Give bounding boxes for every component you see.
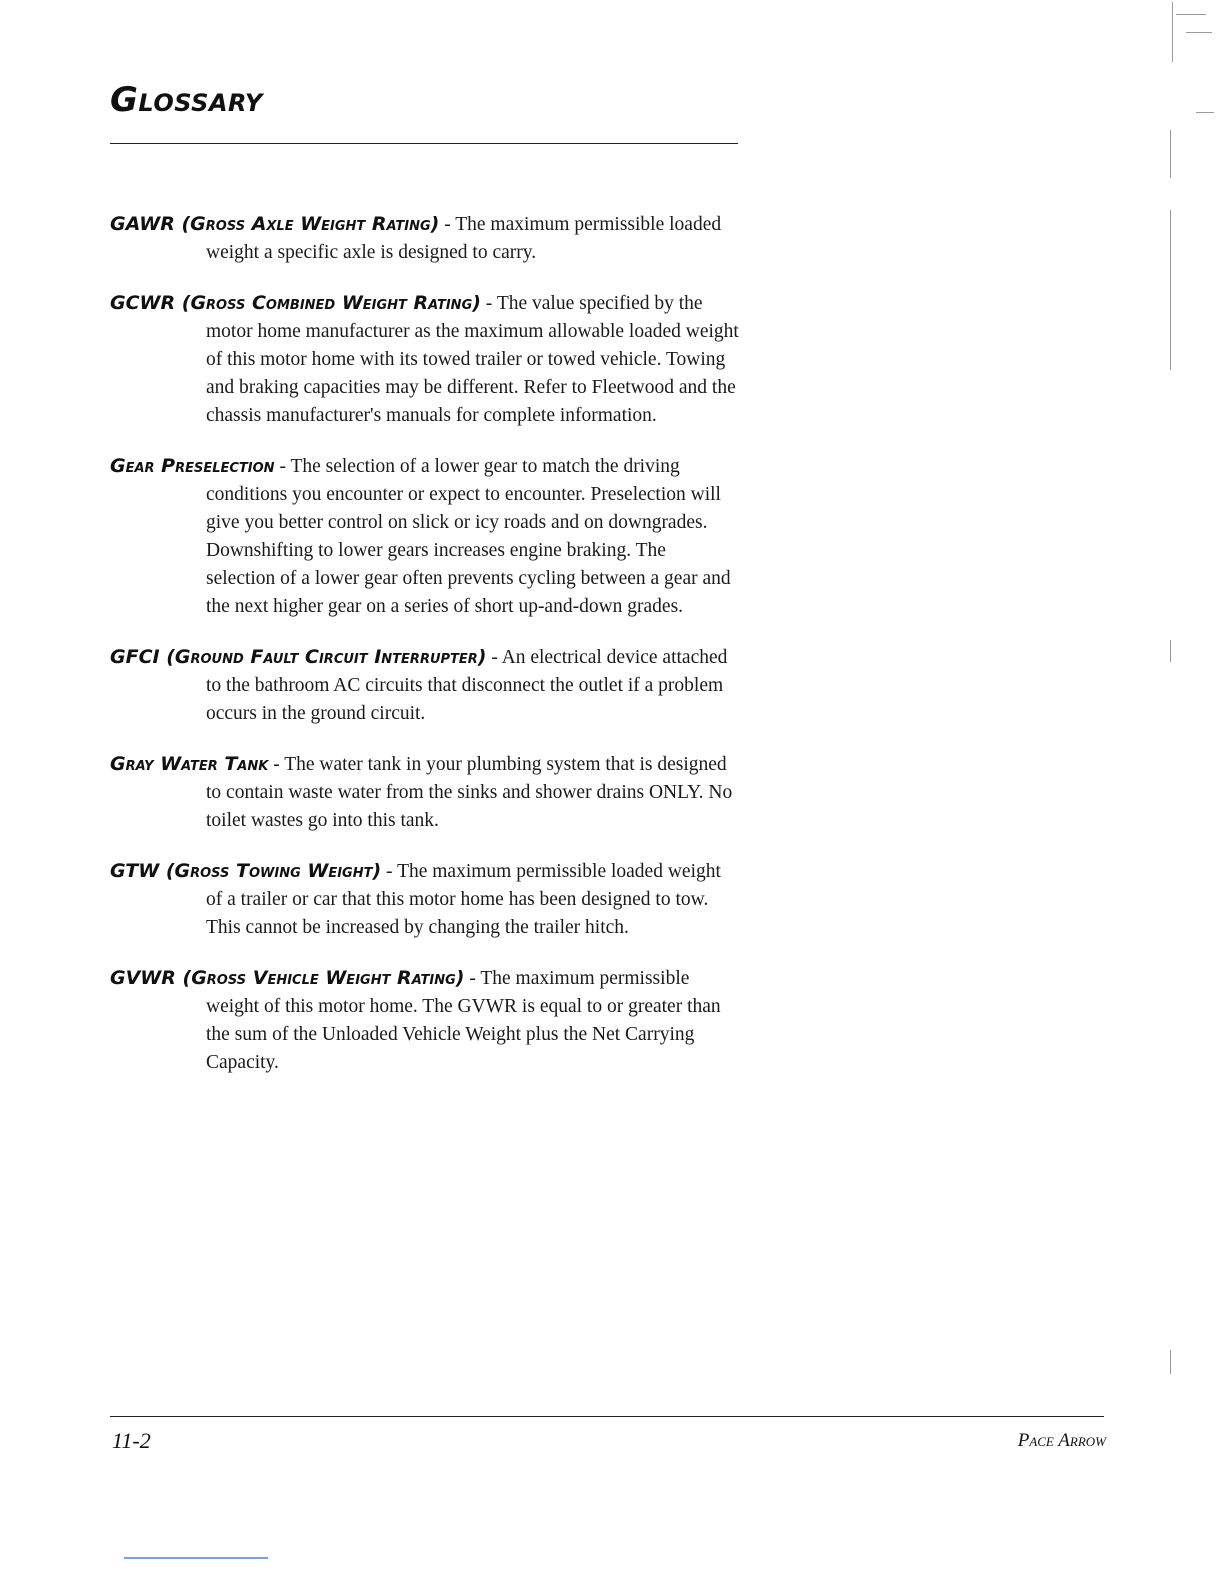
- term-full-name: Gear Preselection: [110, 455, 275, 477]
- glossary-term: [110, 213, 439, 235]
- glossary-term: [110, 753, 268, 775]
- glossary-term: [110, 860, 381, 882]
- page-title: Glossary: [110, 80, 263, 120]
- footer-divider: [110, 1416, 1104, 1417]
- scan-artifact: [1176, 14, 1206, 15]
- term-full-name: (Gross Combined Weight Rating): [181, 292, 481, 314]
- glossary-entry-gfci: [110, 643, 740, 728]
- term-definition: - An electrical device attached to the bathroom AC circuits that disconnect the outlet if a problem occurs in the ground circuit.: [206, 647, 728, 724]
- term-abbreviation: GAWR: [110, 213, 175, 235]
- term-full-name: (Gross Axle Weight Rating): [181, 213, 440, 235]
- term-full-name: Gray Water Tank: [110, 753, 269, 775]
- glossary-entry-gcwr: [110, 289, 740, 430]
- glossary-list: [110, 210, 740, 1099]
- scan-artifact: [1170, 130, 1171, 178]
- term-definition: - The selection of a lower gear to match the driving conditions you encounter or expect to encounter. Preselection will give you better control on slick or icy roads and on downgrades. Downshifting to lower gears increases engine braking. The selection of a lower gear often prevents cycling between a gear and the next higher gear on a series of short up-and-down grades.: [206, 456, 731, 617]
- term-definition: - The value specified by the motor home manufacturer as the maximum allowable loaded weight of this motor home with its towed trailer or towed vehicle. Towing and braking capacities may be different. Refer to Fleetwood and the chassis manufacturer's manuals for complete information.: [206, 293, 739, 426]
- glossary-term: [110, 455, 275, 477]
- glossary-entry-gawr: [110, 210, 740, 267]
- term-full-name: (Gross Towing Weight): [165, 860, 382, 882]
- scan-artifact: [1170, 640, 1171, 662]
- term-definition: - The maximum permissible loaded weight of a trailer or car that this motor home has been designed to tow. This cannot be increased by changing the trailer hitch.: [206, 861, 721, 938]
- glossary-entry-gvwr: [110, 964, 740, 1077]
- glossary-entry-gray-water-tank: [110, 750, 740, 835]
- scan-artifact: [124, 1557, 268, 1559]
- glossary-term: [110, 967, 464, 989]
- term-abbreviation: GVWR: [110, 967, 176, 989]
- scan-artifact: [1196, 112, 1214, 113]
- glossary-entry-gtw: [110, 857, 740, 942]
- title-divider: [110, 143, 738, 144]
- term-full-name: (Gross Vehicle Weight Rating): [182, 967, 465, 989]
- term-abbreviation: GCWR: [110, 292, 176, 314]
- scan-artifact: [1172, 2, 1173, 62]
- glossary-term: [110, 292, 481, 314]
- publication-title: Pace Arrow: [1017, 1430, 1106, 1451]
- scan-artifact: [1186, 32, 1212, 33]
- term-abbreviation: GFCI: [110, 646, 160, 668]
- page-number: 11-2: [112, 1428, 151, 1453]
- term-definition: - The maximum permissible loaded weight a specific axle is designed to carry.: [206, 214, 722, 263]
- scan-artifact: [1170, 1350, 1171, 1374]
- scan-artifact: [1170, 210, 1171, 370]
- term-definition: - The maximum permissible weight of this motor home. The GVWR is equal to or greater than the sum of the Unloaded Vehicle Weight plus the Net Carrying Capacity.: [206, 968, 721, 1073]
- glossary-entry-gear-preselection: [110, 452, 740, 621]
- term-definition: - The water tank in your plumbing system that is designed to contain waste water from the sinks and shower drains ONLY. No toilet wastes go into this tank.: [206, 754, 733, 831]
- glossary-term: [110, 646, 486, 668]
- term-full-name: (Ground Fault Circuit Interrupter): [166, 646, 487, 668]
- term-abbreviation: GTW: [110, 860, 160, 882]
